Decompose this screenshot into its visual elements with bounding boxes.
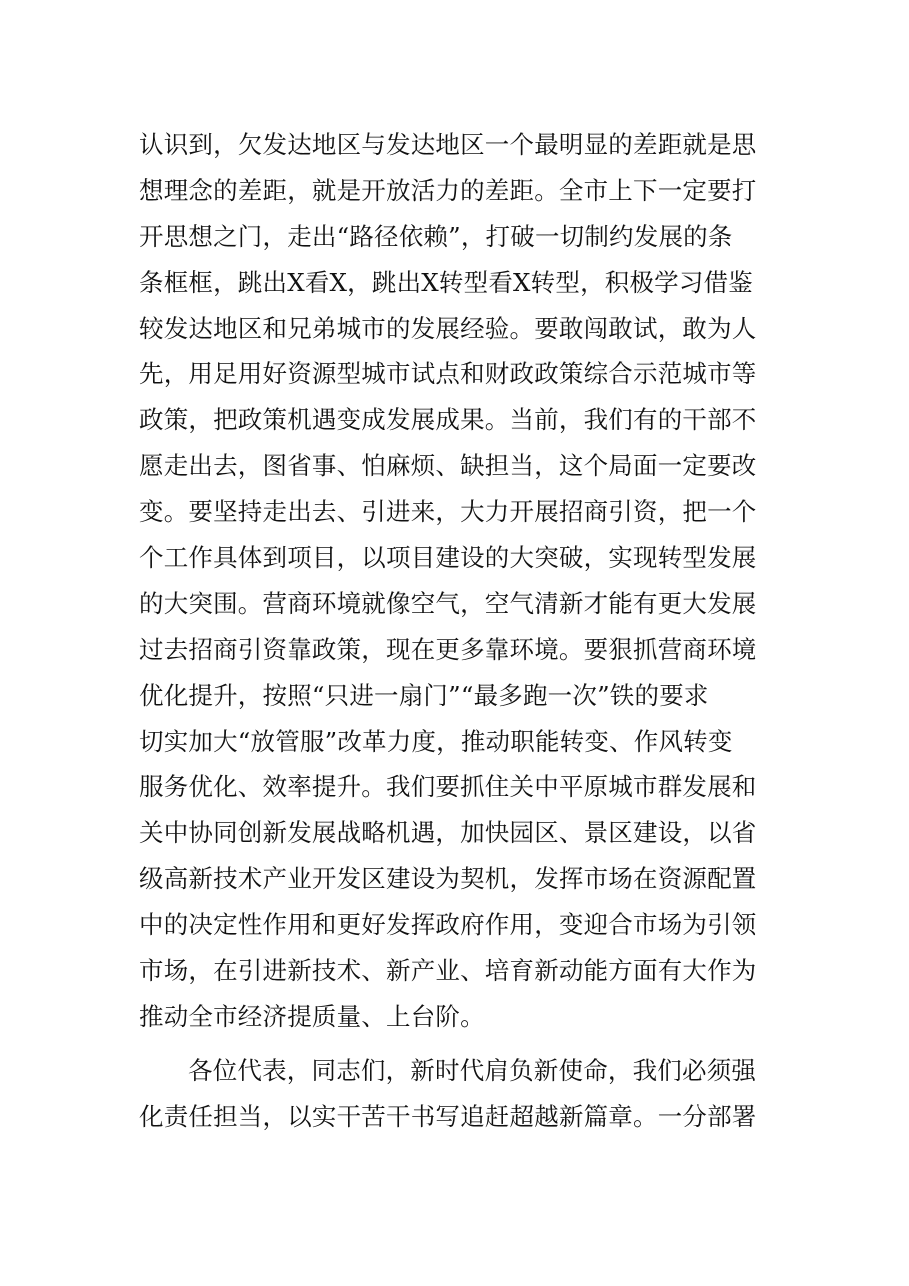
text-line: 市场，在引进新技术、新产业、培育新动能方面有大作为 bbox=[139, 956, 757, 986]
text-line: 各位代表，同志们，新时代肩负新使命，我们必须强 bbox=[188, 1055, 757, 1085]
text-line: 级高新技术产业开发区建设为契机，发挥市场在资源配置 bbox=[139, 864, 757, 894]
text-line: 切实加大“放管服”改革力度，推动职能转变、作风转变 bbox=[139, 726, 733, 756]
text-line: 认识到，欠发达地区与发达地区一个最明显的差距就是思 bbox=[139, 130, 757, 159]
text-line: 先，用足用好资源型城市试点和财政政策综合示范城市等 bbox=[139, 359, 757, 389]
text-line: 想理念的差距，就是开放活力的差距。全市上下一定要打 bbox=[139, 175, 757, 205]
text-line: 优化提升，按照“只进一扇门”“最多跑一次”铁的要求 bbox=[139, 680, 709, 710]
paragraph-2 bbox=[139, 1048, 779, 1140]
document-body bbox=[139, 122, 779, 1140]
paragraph-1 bbox=[139, 122, 779, 1040]
text-line: 关中协同创新发展战略机遇，加快园区、景区建设，以省 bbox=[139, 818, 757, 848]
text-line: 服务优化、效率提升。我们要抓住关中平原城市群发展和 bbox=[139, 772, 757, 802]
text-line: 条框框，跳出X看X，跳出X转型看X转型，积极学习借鉴 bbox=[139, 267, 753, 297]
text-line: 开思想之门，走出“路径依赖”，打破一切制约发展的条 bbox=[139, 221, 733, 251]
text-line: 推动全市经济提质量、上台阶。 bbox=[139, 1001, 485, 1031]
text-line: 中的决定性作用和更好发挥政府作用，变迎合市场为引领 bbox=[139, 910, 757, 940]
text-line: 的大突围。营商环境就像空气，空气清新才能有更大发展 bbox=[139, 588, 757, 618]
text-line: 较发达地区和兄弟城市的发展经验。要敢闯敢试，敢为人 bbox=[139, 313, 757, 343]
paragraph-spacing bbox=[139, 1040, 779, 1048]
text-line: 政策，把政策机遇变成发展成果。当前，我们有的干部不 bbox=[139, 405, 757, 435]
text-line: 个工作具体到项目，以项目建设的大突破，实现转型发展 bbox=[139, 543, 757, 573]
text-line: 变。要坚持走出去、引进来，大力开展招商引资，把一个 bbox=[139, 497, 757, 527]
text-line: 化责任担当，以实干苦干书写追赶超越新篇章。一分部署 bbox=[139, 1101, 757, 1131]
text-line: 愿走出去，图省事、怕麻烦、缺担当，这个局面一定要改 bbox=[139, 451, 757, 481]
text-line: 过去招商引资靠政策，现在更多靠环境。要狠抓营商环境 bbox=[139, 634, 757, 664]
